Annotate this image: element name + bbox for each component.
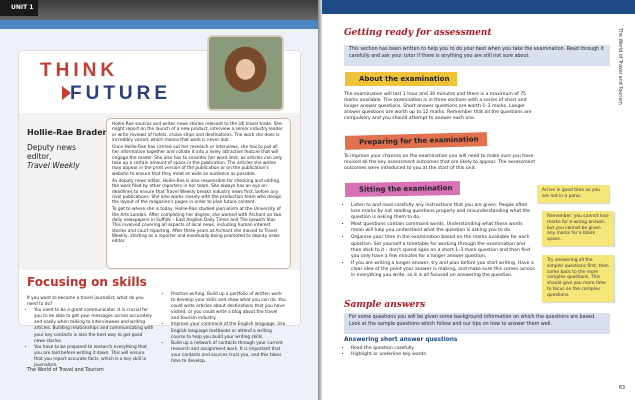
list-item: ▪ Highlight or underline key words. [351, 352, 544, 358]
sitting-heading: Sitting the examination [345, 181, 461, 197]
sample-heading: Sample answers [344, 300, 426, 310]
profile-name: Hollie-Rae Brader [27, 128, 107, 137]
skills-intro: If you want to become a travel journalist, what do you need to do? [27, 296, 144, 308]
role-title: Deputy news editor, [27, 143, 77, 161]
tip-note: Arrive in good time so you are not in a panic. [537, 185, 609, 203]
unit-tab: UNIT 1 [0, 0, 38, 16]
list-item: ▪ Read the question carefully. [351, 346, 544, 352]
list-item: ▪ If you are writing a longer answer, try and plan before you start writing. Have a clear idea of the point your answer is making, and make sure this comes across in everything you write, so it is all focused on answering the question. [351, 261, 536, 279]
logo-think: THINK [40, 60, 119, 81]
list-item: ▪ Most questions contain command words. Understanding what these words mean will help you understand what the question is asking you to do. [351, 222, 536, 234]
list-item: ▪ Listen to and read carefully any instructions that you are given. People often lose marks by not reading questions properly and misunderstanding what the question is asking them to do. [351, 203, 536, 221]
profile-photo [207, 35, 284, 111]
list-item: • Practise writing. Build up a portfolio of written work to develop your skills and show what you can do. You could write articles about destinations that you have visited, or you could write a blog about the travel and tourism industry. [171, 292, 286, 322]
about-text: The examination will last 1 hour and 30 minutes and there is a maximum of 75 marks available. The examination is in three sections with a series of short and longer answer questions. Short answer questions are worth 1–3 marks. Longer answer questions are worth up to 12 marks. Remember that all the questions are compulsory and you should attempt to answer each one. [344, 92, 532, 121]
bio-paragraph: To get to where she is today, Hollie-Rae studied journalism at the University of the Arts London. After completing her degree, she worked with Archant on two daily newspapers in Suffolk – East Anglian Daily Times and The Ipswich Star. This involved covering all aspects of local news, including human interest stories and court reporting. After three years at Archant she moved to Travel Weekly, starting as a reporter and eventually being promoted to deputy news editor. [112, 207, 282, 245]
list-item: • You need to be a great communicator. It is crucial for you to be able to get your messages across accurately and easily when talking to interviewees and writing articles. Building relationships and communicating with your key contacts is also the best way to get good news stories. [34, 308, 154, 345]
right-header-bar [320, 0, 635, 14]
unit-header-bar [0, 0, 318, 20]
preparing-heading: Preparing for the examination [345, 132, 487, 150]
header-stripe [0, 20, 318, 29]
page-number: 63 [619, 386, 626, 391]
short-answer-heading: Answering short answer questions [344, 337, 458, 343]
bio-paragraph: Once Hollie-Rae has carried out her research or interviews, she has to put all her information together and collate it into a lively attractive feature that will engage the reader. She also has to consider her word limit, as articles can only take up a certain amount of space in the publication. The articles she writes may appear in the print version of the publication or on the publication's website to ensure that they meet as wide an audience as possible. [112, 145, 283, 177]
tip-note: Try answering all the simpler questions first, then come back to the more complex questions. This should give you more time to focus on the complex questions. [542, 255, 614, 302]
about-heading: About the examination [345, 72, 457, 86]
bio-paragraph: Hollie-Rae sources and writes news stories relevant to the UK travel trade. She might report on the launch of a new product, interview a senior industry leader or write reviews of hotels, cruise ships and destinations. The work she does is incredibly varied, which means that work is never dull. [112, 122, 283, 143]
sample-intro-box: For some questions you will be given some background information on which the questions are based. Look at the sample questions which follow and our tips on how to answer them well. [344, 313, 610, 334]
employer: Travel Weekly [27, 161, 80, 170]
bio-paragraph: As deputy news editor, Hollie-Rae is also responsible for checking and editing the work filed by other reporters in her team. She always has an eye on deadlines to ensure that Travel Weekly breaks industry news first, before any rival publications. She also works closely with the production team who design the layout of the magazine's pages in order to plan future content. [112, 178, 282, 206]
list-item: ▪ Organise your time in the examination based on the marks available for each question. Set yourself a timetable for working through the examination and then stick to it – don't spend ages on a short 1–3 mark question and then find you only have a few minutes for a longer answer question. [351, 235, 536, 259]
logo-future: FUTURE [70, 83, 172, 104]
list-item: • Build up a network of contacts through your current research and assignment work. It is important that your contacts and sources trust you, and this takes time to develop. [171, 341, 286, 365]
profile-role [27, 143, 102, 170]
list-item: • You have to be prepared to research everything that you are told before writing it down. This will ensure that you report accurate facts, which is a key skill in journalism. [34, 345, 154, 369]
intro-box: This section has been written to help you to do your best when you take the examination. Read through it carefully and ask your tutor if there is anything you are still not sure about. [344, 45, 610, 66]
side-running-title: The World of Travel and Tourism [617, 28, 622, 105]
short-answer-list [344, 346, 544, 358]
bio-bubble [106, 118, 291, 269]
skills-left-column [27, 296, 154, 369]
sitting-list [344, 203, 536, 280]
page-title: Getting ready for assessment [344, 28, 492, 38]
skills-right-column [164, 292, 286, 365]
left-footer: The World of Travel and Tourism [27, 368, 104, 373]
list-item: • Improve your command of the English language. Use English language textbooks or attend a writing course to help you build your writing skills. [171, 322, 286, 340]
page-gutter [318, 0, 322, 400]
preparing-text: To improve your chances on the examination you will need to make sure you have revised all the key assessment outcomes that are likely to appear. The assessment outcomes were introduced to you at the start of this unit. [344, 154, 536, 171]
skills-heading: Focusing on skills [27, 275, 147, 289]
tip-note: Remember: you cannot lose marks for a wrong answer, but you cannot be given any marks for a blank space. [542, 211, 614, 246]
